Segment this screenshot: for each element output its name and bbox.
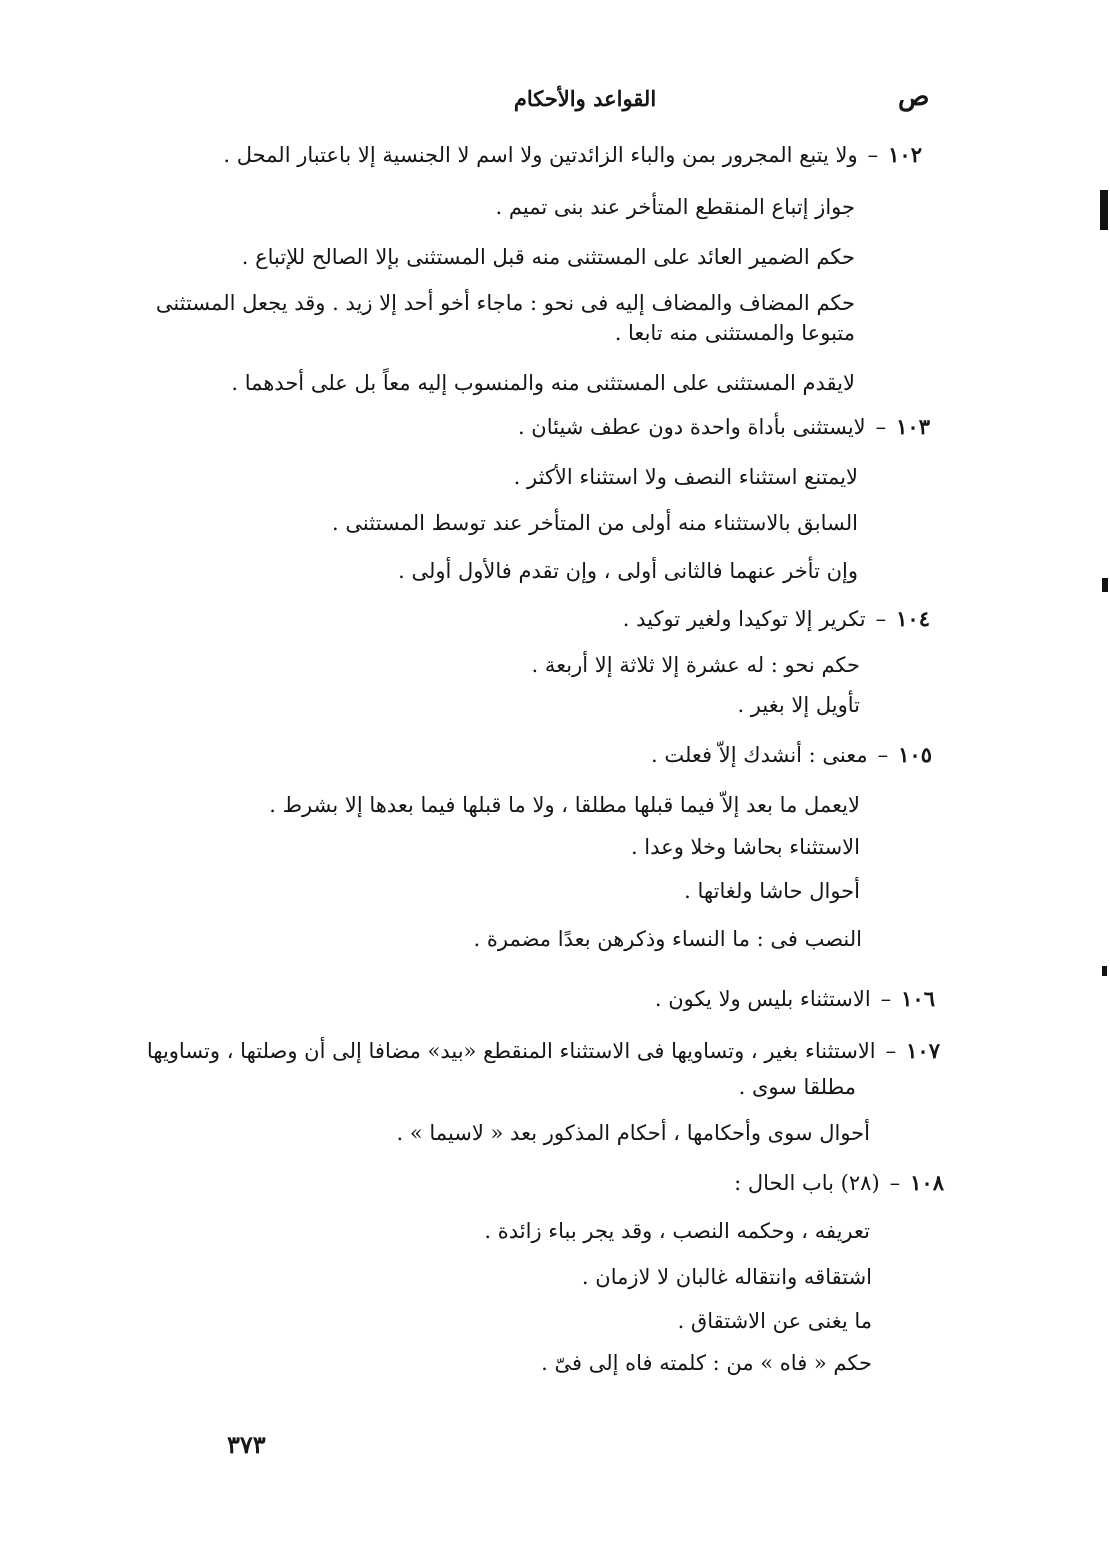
entry-105-sub-1: لايعمل ما بعد إلاّ فيما قبلها مطلقا ، ولا ما قبلها فيما بعدها إلا بشرط . <box>269 793 860 817</box>
entry-105-sub-3: أحوال حاشا ولغاتها . <box>684 879 860 903</box>
entry-108-sub-2: اشتقاقه وانتقاله غالبان لا لازمان . <box>581 1265 872 1289</box>
entry-dash: – <box>875 607 887 631</box>
entry-103-line-1 <box>518 412 930 442</box>
entry-102-line-1 <box>223 140 922 170</box>
entry-102-sub-2: حكم الضمير العائد على المستثنى منه قبل المستثنى بإلا الصالح للإتباع . <box>241 245 855 269</box>
entry-dash: – <box>880 987 892 1011</box>
entry-number: ١٠٧ <box>906 1038 940 1063</box>
entry-103-sub-3: وإن تأخر عنهما فالثانى أولى ، وإن تقدم فالأول أولى . <box>398 559 858 583</box>
entry-dash: – <box>885 1039 897 1063</box>
entry-dash: – <box>889 1171 901 1195</box>
entry-number: ١٠٣ <box>896 414 930 439</box>
entry-105-sub-2: الاستثناء بحاشا وخلا وعدا . <box>630 835 860 859</box>
entry-102-sub-4: متبوعا والمستثنى منه تابعا . <box>614 321 855 345</box>
entry-text: (٢٨) باب الحال : <box>734 1171 880 1195</box>
entry-number: ١٠٢ <box>888 142 922 167</box>
column-label: ص <box>898 82 930 112</box>
entry-107-line-1 <box>147 1036 940 1066</box>
entry-number: ١٠٥ <box>898 742 932 767</box>
entry-107-line-2: مطلقا سوى . <box>738 1075 856 1099</box>
entry-104-sub-2: تأويل إلا بغير . <box>737 693 860 717</box>
page-header <box>0 82 1110 126</box>
entry-number: ١٠٨ <box>910 1170 944 1195</box>
entry-108-sub-1: تعريفه ، وحكمه النصب ، وقد يجر بباء زائدة . <box>484 1219 870 1243</box>
entry-number: ١٠٤ <box>896 606 930 631</box>
entry-103-sub-2: السابق بالاستثناء منه أولى من المتأخر عند توسط المستثنى . <box>332 511 858 535</box>
scan-edge-mark <box>1100 190 1108 230</box>
running-title: القواعد والأحكام <box>513 86 657 111</box>
entry-text: ولا يتبع المجرور بمن والباء الزائدتين ولا اسم لا الجنسية إلا باعتبار المحل . <box>223 143 858 167</box>
entry-105-line-1 <box>651 740 932 770</box>
entry-103-sub-1: لايمتنع استثناء النصف ولا استثناء الأكثر . <box>513 465 858 489</box>
entry-dash: – <box>877 743 889 767</box>
entry-text: الاستثناء بليس ولا يكون . <box>654 987 871 1011</box>
entry-dash: – <box>875 415 887 439</box>
entry-108-sub-4: حكم « فاه » من : كلمته فاه إلى فىّ . <box>541 1351 872 1375</box>
scan-edge-mark <box>1102 578 1108 592</box>
entry-107-sub-1: أحوال سوى وأحكامها ، أحكام المذكور بعد « لاسيما » . <box>396 1121 870 1145</box>
entry-105-sub-4: النصب فى : ما النساء وذكرهن بعدًا مضمرة . <box>473 927 862 951</box>
entry-106-line-1 <box>655 984 935 1014</box>
entry-102-sub-1: جواز إتباع المنقطع المتأخر عند بنى تميم . <box>495 195 855 219</box>
entry-text: معنى : أنشدك إلاّ فعلت . <box>651 743 868 767</box>
entry-text: الاستثناء بغير ، وتساويها فى الاستثناء المنقطع «بيد» مضافا إلى أن وصلتها ، وتساويها <box>146 1039 876 1063</box>
entry-104-sub-1: حكم نحو : له عشرة إلا ثلاثة إلا أربعة . <box>531 653 860 677</box>
entry-text: تكرير إلا توكيدا ولغير توكيد . <box>622 607 866 631</box>
entry-number: ١٠٦ <box>901 986 935 1011</box>
entry-108-sub-3: ما يغنى عن الاشتقاق . <box>677 1309 872 1333</box>
entry-text: لايستثنى بأداة واحدة دون عطف شيئان . <box>517 415 866 439</box>
entry-dash: – <box>867 143 879 167</box>
entry-108-line-1 <box>734 1168 944 1198</box>
entry-102-sub-5: لايقدم المستثنى على المستثنى منه والمنسوب إليه معاً بل على أحدهما . <box>231 371 855 395</box>
entry-104-line-1 <box>623 604 930 634</box>
entry-102-sub-3: حكم المضاف والمضاف إليه فى نحو : ماجاء أخو أحد إلا زيد . وقد يجعل المستثنى <box>155 291 855 315</box>
page-number: ٣٧٣ <box>227 1430 266 1459</box>
scan-edge-mark <box>1102 966 1107 976</box>
